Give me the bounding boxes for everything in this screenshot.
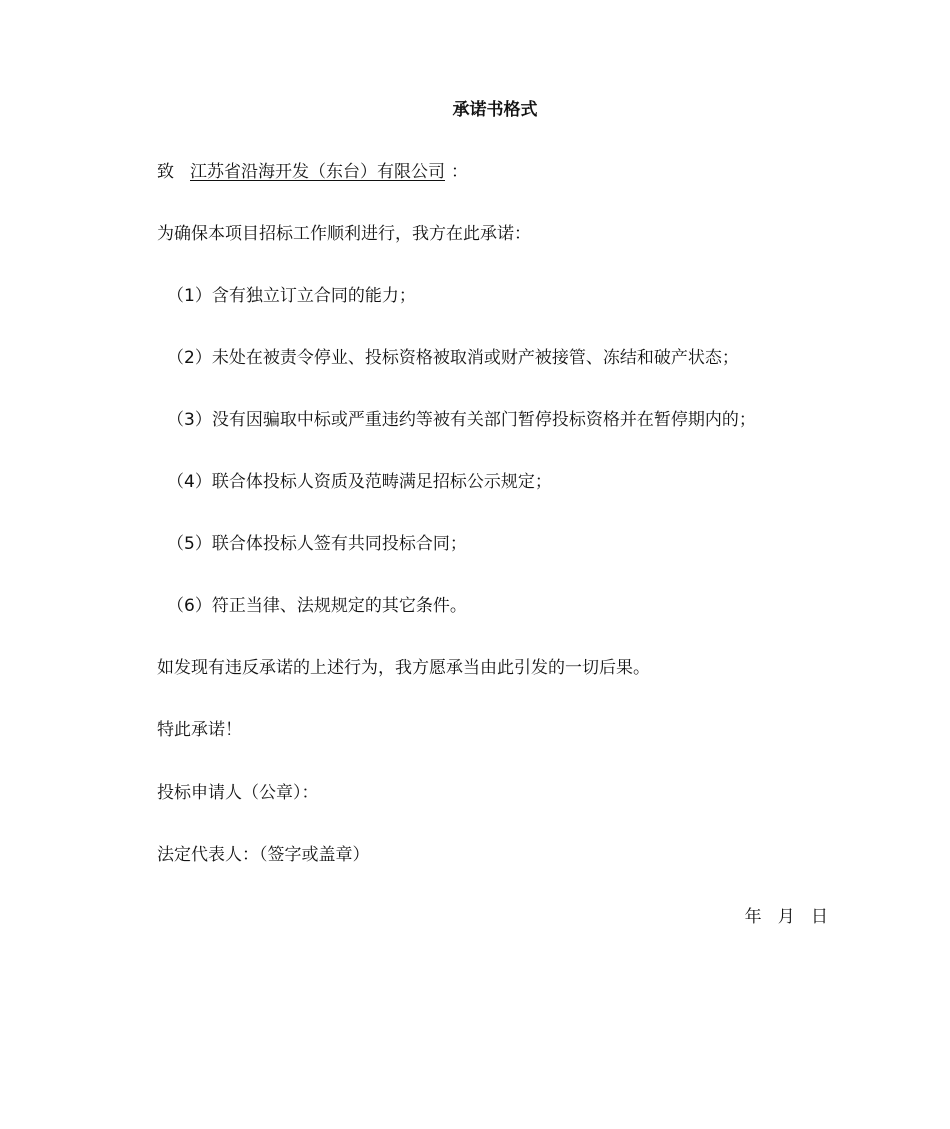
commitment-item-6: （6）符正当律、法规规定的其它条件。 [167, 596, 467, 616]
consequence-paragraph: 如发现有违反承诺的上述行为，我方愿承当由此引发的一切后果。 [157, 658, 650, 678]
commitment-item-4: （4）联合体投标人资质及范畴满足招标公示规定； [167, 472, 552, 492]
commitment-item-2: （2）未处在被责令停业、投标资格被取消或财产被接管、冻结和破产状态； [167, 348, 739, 368]
legal-representative-line: 法定代表人：（签字或盖章） [157, 845, 370, 865]
commitment-item-3: （3）没有因骗取中标或严重违约等被有关部门暂停投标资格并在暂停期内的； [167, 410, 756, 430]
commitment-item-5: （5）联合体投标人签有共同投标合同； [167, 534, 467, 554]
document-title: 承诺书格式 [452, 100, 538, 120]
recipient-suffix: ： [451, 162, 468, 182]
recipient-line [157, 160, 468, 184]
date-line: 年 月 日 [744, 907, 828, 927]
to-prefix: 致 [157, 162, 174, 182]
applicant-seal-line: 投标申请人（公章）： [157, 783, 319, 803]
recipient-name: 江苏省沿海开发（东台）有限公司 [190, 162, 445, 182]
closing-text: 特此承诺！ [157, 720, 242, 740]
commitment-item-1: （1）含有独立订立合同的能力； [167, 286, 416, 306]
intro-paragraph: 为确保本项目招标工作顺利进行，我方在此承诺： [157, 224, 531, 244]
